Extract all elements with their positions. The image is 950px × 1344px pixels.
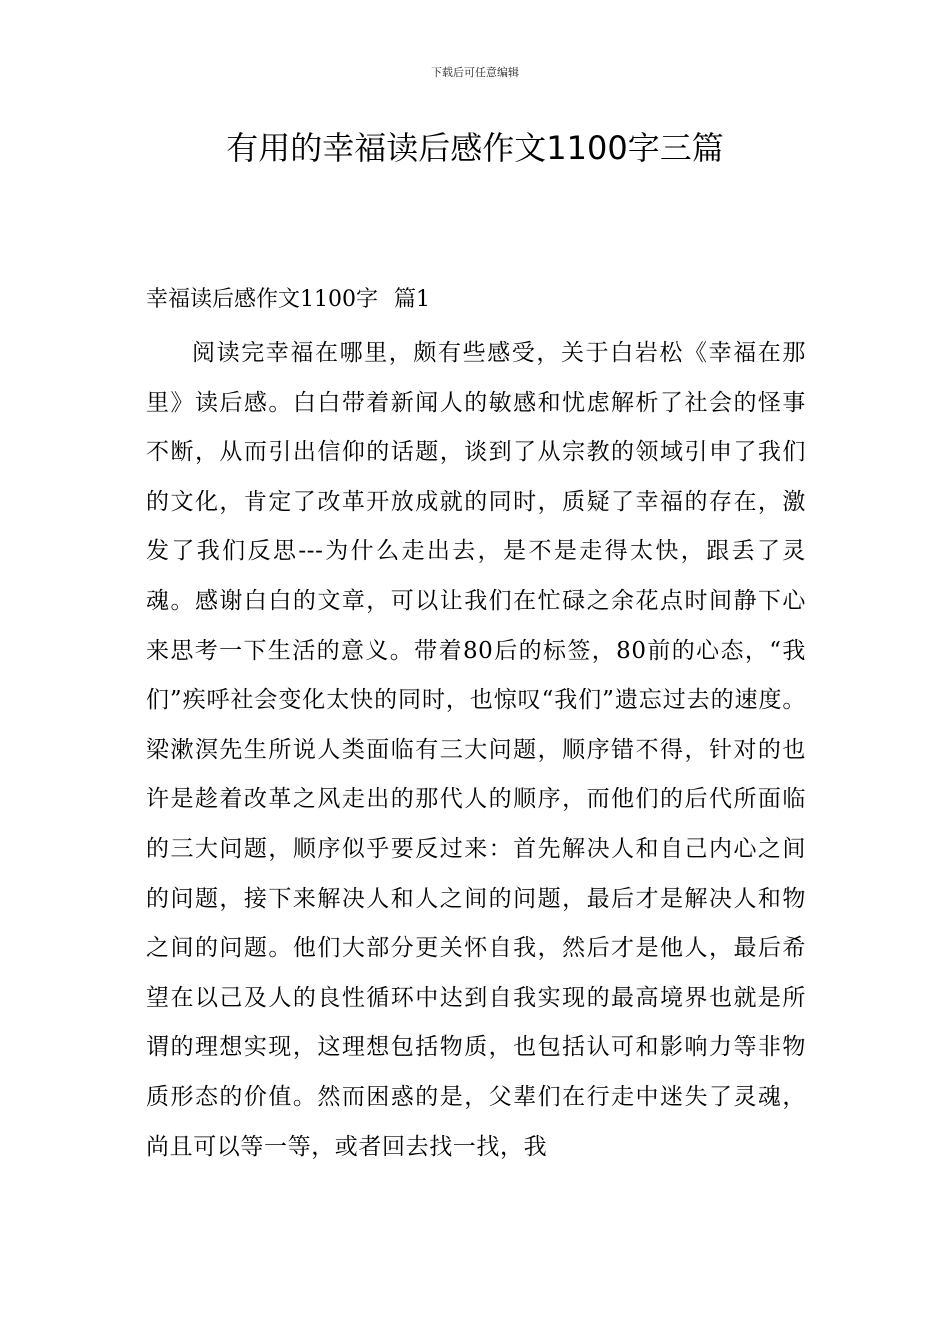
section-heading-part: 篇1 (394, 287, 430, 312)
section-heading (146, 282, 430, 318)
page-title: 有用的幸福读后感作文1100字三篇 (226, 129, 724, 167)
section-heading-text: 幸福读后感作文1100字 (146, 287, 378, 312)
header-note: 下载后可任意编辑 (431, 66, 519, 79)
body-paragraph: 阅读完幸福在哪里，颇有些感受，关于白岩松《幸福在那里》读后感。白白带着新闻人的敏感和忧虑解析了社会的怪事不断，从而引出信仰的话题，谈到了从宗教的领域引申了我们的文化，肯定了改革开放成就的同时，质疑了幸福的存在，激发了我们反思---为什么走出去，是不是走得太快，跟丢了灵魂。感谢白白的文章，可以让我们在忙碌之余花点时间静下心来思考一下生活的意义。带着80后的标签，80前的心态，“我们”疾呼社会变化太快的同时，也惊叹“我们”遗忘过去的速度。梁漱溟先生所说人类面临有三大问题，顺序错不得，针对的也许是趁着改革之风走出的那代人的顺序，而他们的后代所面临的三大问题，顺序似乎要反过来：首先解决人和自己内心之间的问题，接下来解决人和人之间的问题，最后才是解决人和物之间的问题。他们大部分更关怀自我，然后才是他人，最后希望在以己及人的良性循环中达到自我实现的最高境界也就是所谓的理想实现，这理想包括物质，也包括认可和影响力等非物质形态的价值。然而困惑的是，父辈们在行走中迷失了灵魂，尚且可以等一等，或者回去找一找，我 (146, 340, 806, 1160)
